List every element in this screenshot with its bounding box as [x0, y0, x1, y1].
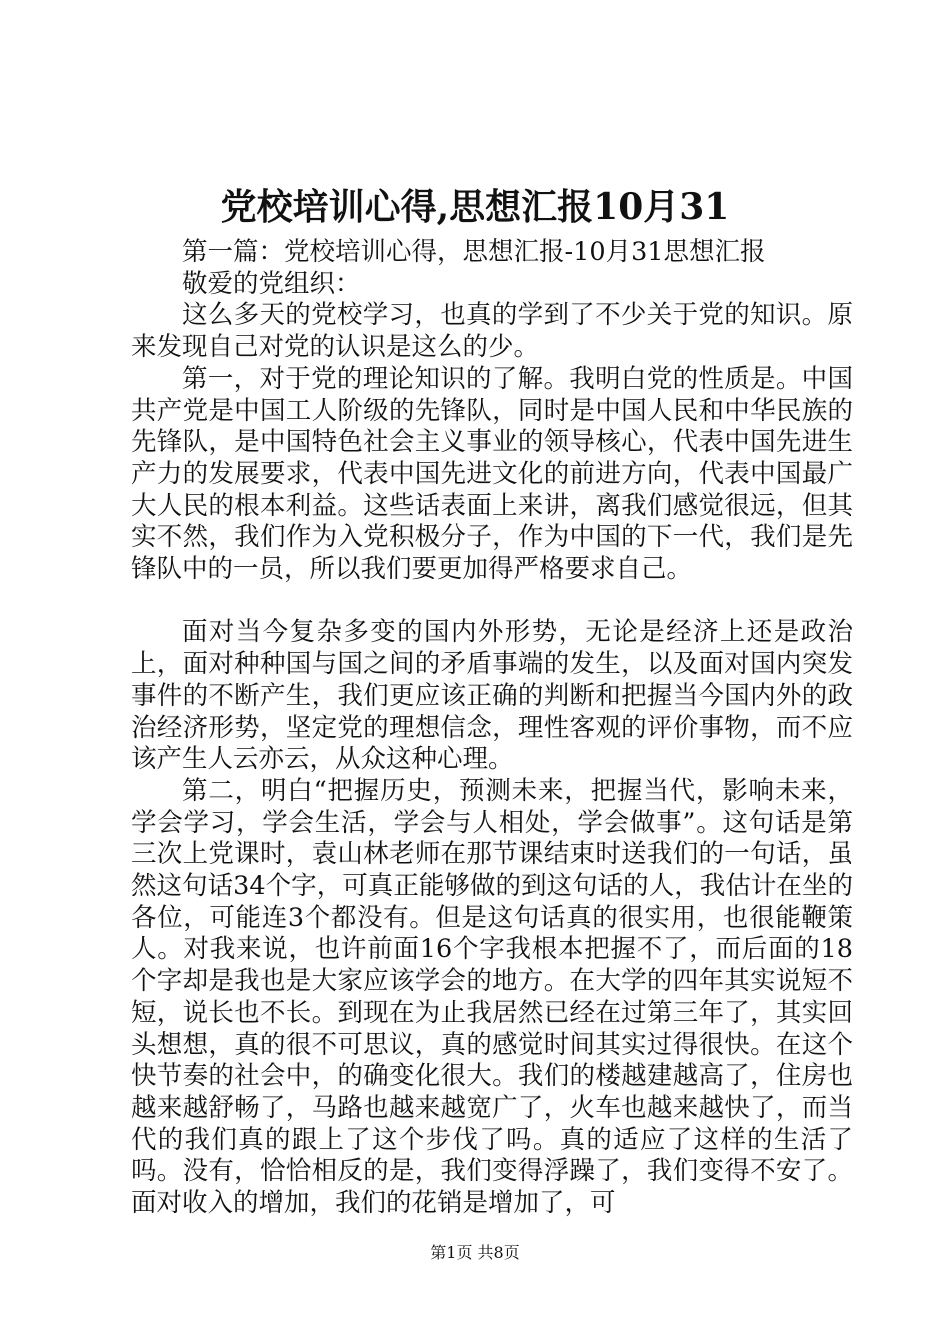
page-footer: 第1页 共8页 — [430, 1243, 520, 1262]
document-body — [131, 237, 853, 1220]
paragraph-heading: 第一篇：党校培训心得，思想汇报-10月31思想汇报 — [182, 237, 766, 267]
paragraph: 面对当今复杂多变的国内外形势，无论是经济上还是政治上，面对种种国与国之间的矛盾事端的发生，以及面对国内突发事件的不断产生，我们更应该正确的判断和把握当今国内外的政治经济形势，坚定党的理想信念，理性客观的评价事物，而不应该产生人云亦云，从众这种心理。 — [131, 617, 853, 775]
paragraph: 第二，明白“把握历史，预测未来，把握当代，影响未来，学会学习，学会生活，学会与人相处，学会做事”。这句话是第三次上党课时，袁山林老师在那节课结束时送我们的一句话，虽然这句话34个字，可真正能够做的到这句话的人，我估计在坐的各位，可能连3个都没有。但是这句话真的很实用，也很能鞭策人。对我来说，也许前面16个字我根本把握不了，而后面的18个字却是我也是大家应该学会的地方。在大学的四年其实说短不短，说长也不长。到现在为止我居然已经在过第三年了，其实回头想想，真的很不可思议，真的感觉时间其实过得很快。在这个快节奏的社会中，的确变化很大。我们的楼越建越高了，住房也越来越舒畅了，马路也越来越宽广了，火车也越来越快了，而当代的我们真的跟上了这个步伐了吗。真的适应了这样的生活了吗。没有，恰恰相反的是，我们变得浮躁了，我们变得不安了。面对收入的增加，我们的花销是增加了，可 — [131, 775, 853, 1219]
paragraph: 这么多天的党校学习，也真的学到了不少关于党的知识。原来发现自己对党的认识是这么的少。 — [131, 300, 853, 363]
document-title: 党校培训心得,思想汇报10月31 — [220, 186, 730, 228]
paragraph: 第一，对于党的理论知识的了解。我明白党的性质是。中国共产党是中国工人阶级的先锋队，同时是中国人民和中华民族的先锋队，是中国特色社会主义事业的领导核心，代表中国先进生产力的发展要求，代表中国先进文化的前进方向，代表中国最广大人民的根本利益。这些话表面上来讲，离我们感觉很远，但其实不然，我们作为入党积极分子，作为中国的下一代，我们是先锋队中的一员，所以我们要更加得严格要求自己。 — [131, 363, 853, 585]
paragraph-salutation: 敬爱的党组织： — [182, 268, 361, 299]
